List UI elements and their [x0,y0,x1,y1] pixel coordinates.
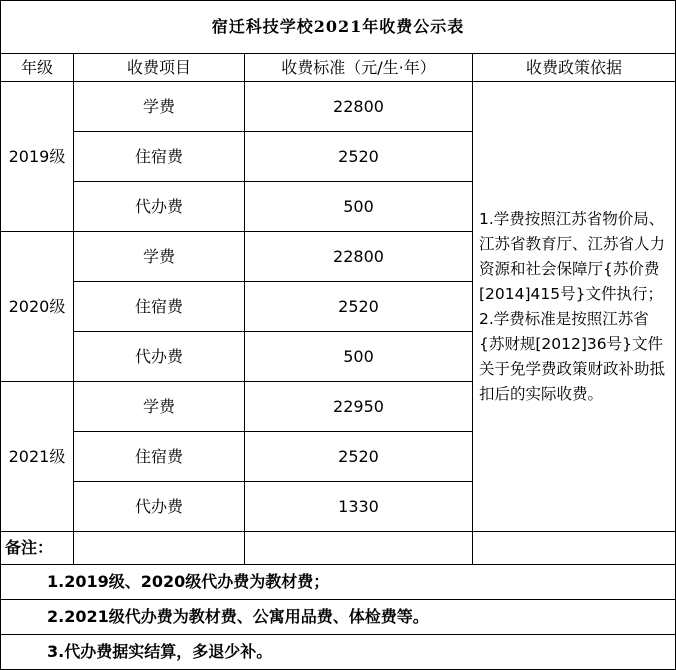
note-row [1,635,676,670]
remark-label: 备注： [1,532,74,565]
grade-cell-2020: 2020级 [1,232,74,382]
remark-note-3: 3.代办费据实结算，多退少补。 [1,635,676,670]
amount-cell: 500 [245,182,473,232]
table-row [1,82,676,132]
amount-cell: 2520 [245,132,473,182]
title-row [1,1,676,54]
item-cell: 代办费 [74,482,245,532]
item-cell: 学费 [74,82,245,132]
amount-cell: 2520 [245,432,473,482]
item-cell: 代办费 [74,182,245,232]
remark-row [1,532,676,565]
note-row [1,565,676,600]
item-cell: 学费 [74,382,245,432]
item-cell: 代办费 [74,332,245,382]
amount-cell: 2520 [245,282,473,332]
empty-cell [245,532,473,565]
header-row [1,54,676,82]
header-item: 收费项目 [74,54,245,82]
amount-cell: 22800 [245,82,473,132]
item-cell: 住宿费 [74,282,245,332]
page-title: 宿迁科技学校2021年收费公示表 [1,1,676,54]
policy-cell [473,82,676,532]
header-policy: 收费政策依据 [473,54,676,82]
note-row [1,600,676,635]
item-cell: 住宿费 [74,432,245,482]
remark-note-2: 2.2021级代办费为教材费、公寓用品费、体检费等。 [1,600,676,635]
grade-cell-2021: 2021级 [1,382,74,532]
header-grade: 年级 [1,54,74,82]
amount-cell: 1330 [245,482,473,532]
amount-cell: 22800 [245,232,473,282]
amount-cell: 22950 [245,382,473,432]
remark-note-1: 1.2019级、2020级代办费为教材费； [1,565,676,600]
empty-cell [74,532,245,565]
policy-paragraph-2: 2.学费标准是按照江苏省{苏财规[2012]36号}文件关于免学费政策财政补助抵扣后的实际收费。 [479,309,666,403]
header-standard: 收费标准（元/生·年） [245,54,473,82]
grade-cell-2019: 2019级 [1,82,74,232]
amount-cell: 500 [245,332,473,382]
item-cell: 学费 [74,232,245,282]
item-cell: 住宿费 [74,132,245,182]
empty-cell [473,532,676,565]
policy-paragraph-1: 1.学费按照江苏省物价局、江苏省教育厅、江苏省人力资源和社会保障厅{苏价费[2014]415号}文件执行； [479,209,666,303]
